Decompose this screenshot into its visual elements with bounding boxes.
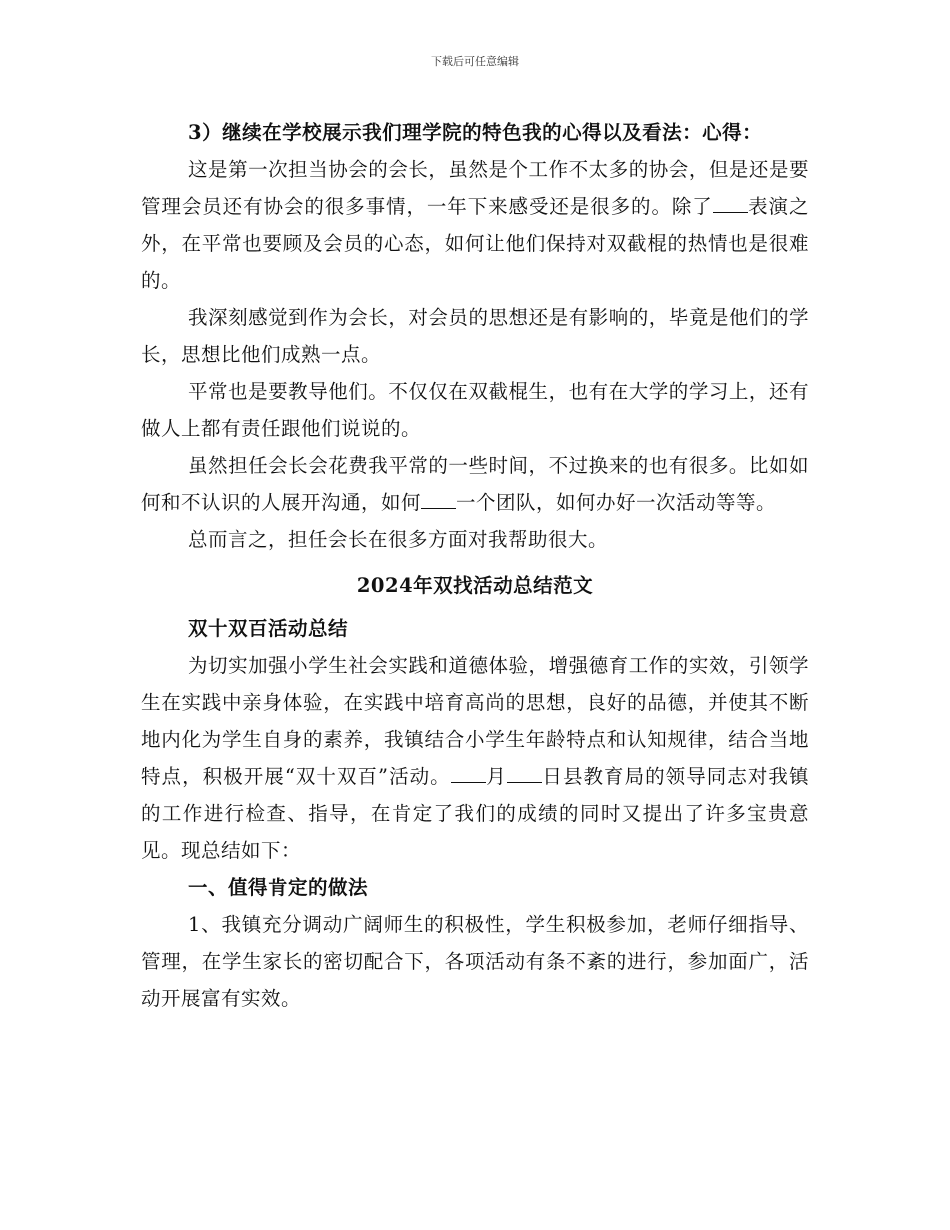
subtitle: 双十双百活动总结 bbox=[188, 617, 349, 640]
document-title: 2024年双找活动总结范文 bbox=[356, 574, 594, 597]
paragraph-4 bbox=[141, 447, 809, 521]
paragraph-3: 平常也是要教导他们。不仅仅在双截棍生，也有在大学的学习上，还有做人上都有责任跟他们说说的。 bbox=[141, 380, 809, 440]
paragraph-1-part-b: 表演之外，在平常也要顾及会员的心态，如何让他们保持对双截棍的热情也是很难的。 bbox=[141, 195, 809, 292]
paragraph-1 bbox=[141, 151, 809, 299]
section-heading-1: 一、值得肯定的做法 bbox=[188, 876, 369, 899]
blank-underline bbox=[451, 764, 486, 783]
paragraph-2: 我深刻感觉到作为会长，对会员的思想还是有影响的，毕竟是他们的学长，思想比他们成熟一点。 bbox=[141, 306, 809, 366]
paragraph-4-part-b: 一个团队，如何办好一次活动等等。 bbox=[456, 491, 777, 514]
paragraph-1-part-a: 这是第一次担当协会的会长，虽然是个工作不太多的协会，但是还是要管理会员还有协会的很多事情，一年下来感受还是很多的。除了 bbox=[141, 158, 809, 218]
paragraph-6-part-c: 日县教育局的领导同志对我镇的工作进行检查、指导，在肯定了我们的成绩的同时又提出了许多宝贵意见。现总结如下： bbox=[141, 765, 809, 862]
blank-underline bbox=[421, 490, 456, 509]
blank-underline bbox=[713, 194, 748, 213]
page-header: 下载后可任意编辑 bbox=[431, 55, 519, 68]
paragraph-4-part-a: 虽然担任会长会花费我平常的一些时间，不过换来的也有很多。比如如何和不认识的人展开沟通，如何 bbox=[141, 454, 809, 514]
document-body bbox=[141, 114, 809, 1017]
paragraph-7: 1、我镇充分调动广阔师生的积极性，学生积极参加，老师仔细指导、管理，在学生家长的密切配合下，各项活动有条不紊的进行，参加面广，活动开展富有实效。 bbox=[141, 913, 809, 1010]
paragraph-6 bbox=[141, 647, 809, 869]
paragraph-6-part-b: 月 bbox=[485, 765, 507, 788]
paragraph-6-part-a: 为切实加强小学生社会实践和道德体验，增强德育工作的实效，引领学生在实践中亲身体验，在实践中培育高尚的思想，良好的品德，并使其不断地内化为学生自身的素养，我镇结合小学生年龄特点和认知规律，结合当地特点，积极开展“双十双百”活动。 bbox=[141, 654, 809, 788]
paragraph-5: 总而言之，担任会长在很多方面对我帮助很大。 bbox=[188, 528, 609, 551]
blank-underline bbox=[507, 764, 542, 783]
section-heading: 3）继续在学校展示我们理学院的特色我的心得以及看法：心得： bbox=[188, 121, 763, 144]
